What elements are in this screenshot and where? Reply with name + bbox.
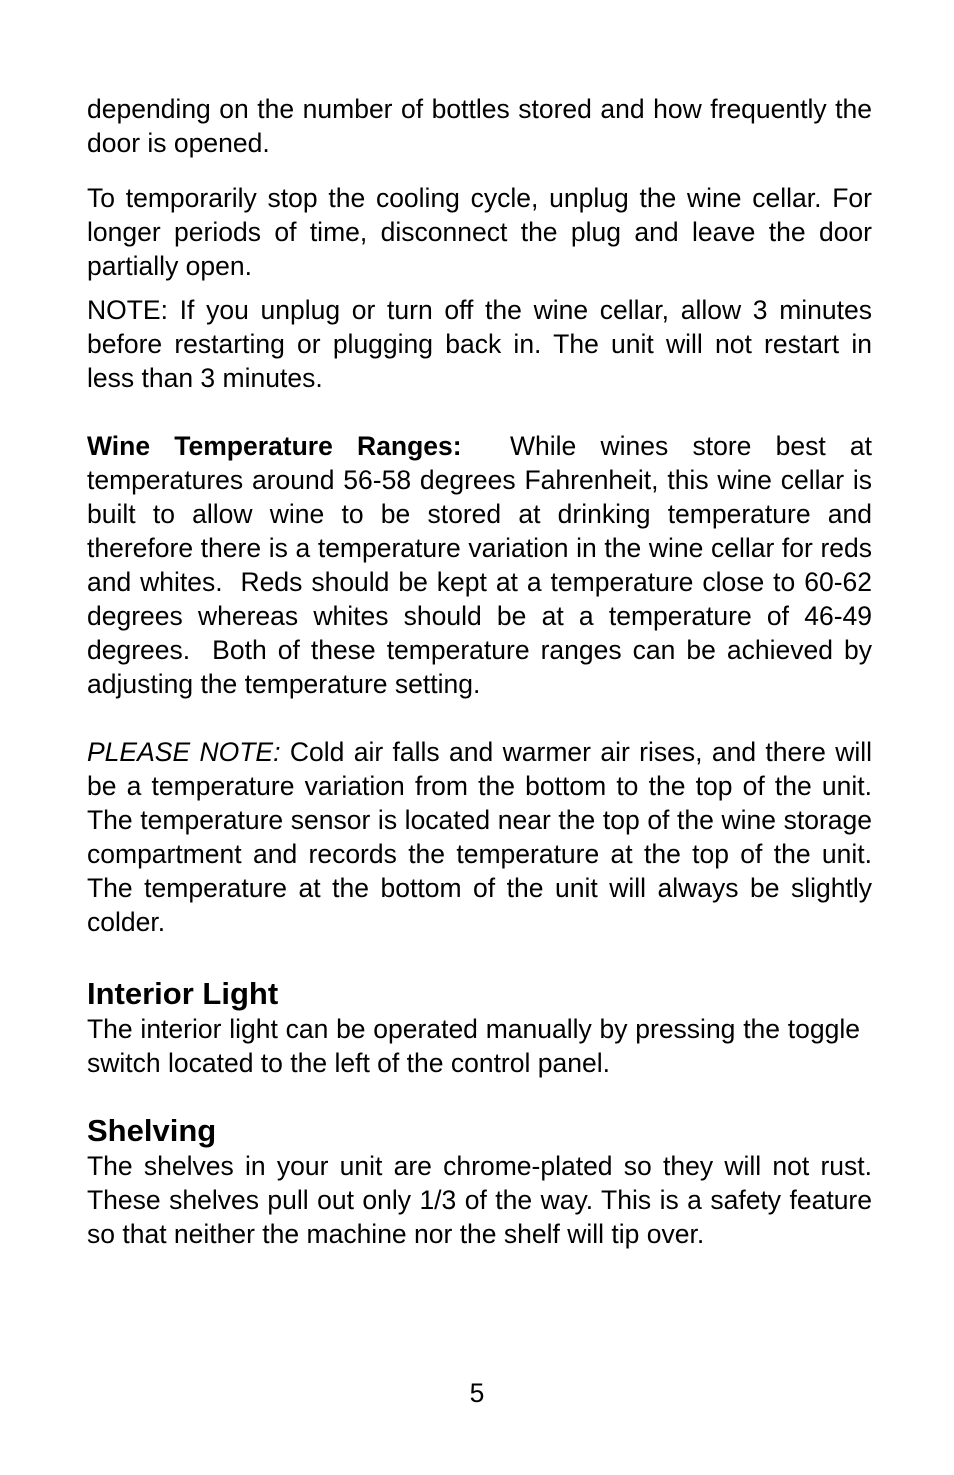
temperature-ranges-label: Wine Temperature Ranges: [87, 431, 462, 461]
page-number: 5 [469, 1378, 485, 1408]
interior-light-body: The interior light can be operated manually by pressing the toggle switch located to the left of the control panel. [87, 1014, 860, 1078]
please-note-label: PLEASE NOTE: [87, 737, 281, 767]
please-note-text: Cold air falls and warmer air rises, and there will be a temperature variation from the bottom to the top of the unit. The temperature sensor is located near the top of the wine storage compartment and records the temperature at the top of the unit. The temperature at the bottom of the unit will always be slightly colder. [87, 737, 873, 937]
shelving-body: The shelves in your unit are chrome-plated so they will not rust. These shelves pull out only 1/3 of the way. This is a safety feature so that neither the machine nor the shelf will tip over. [87, 1151, 872, 1249]
paragraph-bottles-door: depending on the number of bottles stored and how frequently the door is opened. [87, 94, 872, 158]
paragraph-stop-cooling: To temporarily stop the cooling cycle, unplug the wine cellar. For longer periods of time, disconnect the plug and leave the door partially open. [87, 183, 872, 281]
paragraph-please-note [87, 735, 872, 939]
temperature-ranges-text: While wines store best at temperatures around 56-58 degrees Fahrenheit, this wine cellar is built to allow wine to be stored at drinking temperature and therefore there is a temperature variation in the wine cellar for reds and whites. Reds should be kept at a temperature close to 60-62 degrees whereas whites should be at a temperature of 46-49 degrees. Both of these temperature ranges can be achieved by adjusting the temperature setting. [87, 431, 880, 699]
interior-light-heading: Interior Light [87, 976, 279, 1011]
paragraph-temperature-ranges [87, 429, 880, 701]
paragraph-restart-note: NOTE: If you unplug or turn off the wine cellar, allow 3 minutes before restarting or plugging back in. The unit will not restart in less than 3 minutes. [87, 295, 872, 393]
manual-page-body [87, 92, 880, 1251]
shelving-heading: Shelving [87, 1113, 217, 1148]
